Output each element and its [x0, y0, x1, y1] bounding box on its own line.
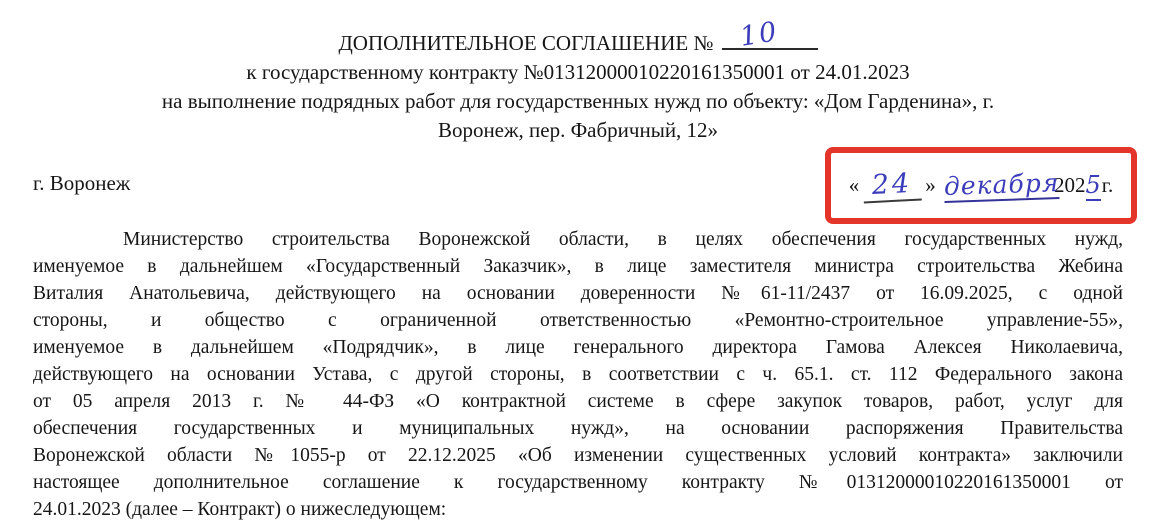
body-line: от 05 апреля 2013 г. № 44-ФЗ «О контрактной системе в сфере закупок товаров, работ, услуг для [33, 391, 1123, 412]
place-date-row [0, 145, 1156, 231]
title-contract-reference: к государственному контракту №01312000010220161350001 от 24.01.2023 [246, 60, 910, 85]
date-year-printed: 202 [1054, 173, 1086, 198]
body-line: обеспечения государственных и муниципальных нужд», на основании распоряжения Правительства [33, 418, 1123, 439]
title-address-line: Воронеж, пер. Фабричный, 12» [437, 118, 719, 143]
date-close-quote: » [925, 173, 936, 198]
handwritten-day: 24 [862, 168, 922, 204]
body-line: Виталия Анатольевича, действующего на основании доверенности №61-11/2437 от 16.09.2025, с одной [33, 283, 1123, 304]
body-line: действующего на основании Устава, с другой стороны, в соответствии с ч. 65.1. ст. 112 Федерального закона [33, 364, 1123, 385]
body-line: стороны, и общество с ограниченной ответственностью «Ремонтно-строительное управление-55», [33, 310, 1123, 331]
body-line: именуемое в дальнейшем «Государственный Заказчик», в лице заместителя министра строительства Жебина [33, 256, 1123, 277]
title-line-agreement [0, 16, 1156, 58]
body-line: Министерство строительства Воронежской области, в целях обеспечения государственных нужд, [123, 229, 1123, 250]
title-agreement-label: ДОПОЛНИТЕЛЬНОЕ СОГЛАШЕНИЕ № [338, 31, 714, 56]
date-open-quote: « [848, 173, 860, 198]
body-line: именуемое в дальнейшем «Подрядчик», в лице генерального директора Гамова Алексея Николаевича, [33, 337, 1123, 358]
handwritten-year-digit: 5 [1085, 170, 1101, 199]
place-label: г. Воронеж [33, 171, 131, 196]
agreement-number-blank [722, 16, 818, 53]
handwritten-month: декабря [943, 168, 1060, 202]
body-line: 24.01.2023 (далее – Контракт) о нижеследующем: [33, 499, 447, 520]
agreement-body-paragraph [33, 226, 1123, 523]
body-line: Воронежской области №1055-р от 22.12.2025 «Об изменении существенных условий контракта» заключили [33, 445, 1123, 466]
title-subject-line: на выполнение подрядных работ для государственных нужд по объекту: «Дом Гарденина», г. [161, 89, 995, 114]
date-annotation-box [825, 147, 1137, 224]
handwritten-agreement-number: 10 [737, 16, 781, 53]
body-line: настоящее дополнительное соглашение к государственному контракту №01312000010220161350001 от [33, 472, 1123, 493]
document-title-block [0, 0, 1156, 145]
date-suffix: г. [1101, 173, 1114, 198]
